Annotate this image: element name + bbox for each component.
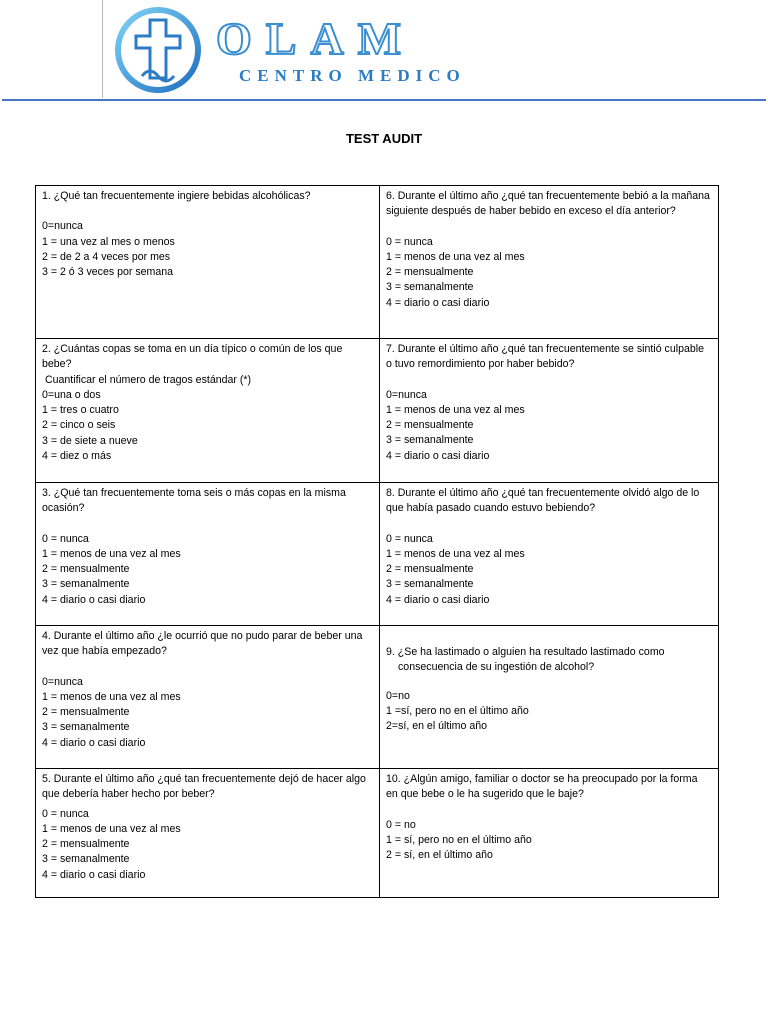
option: 0 = no — [386, 818, 416, 831]
option-list — [42, 388, 373, 464]
option-list — [42, 219, 373, 280]
option: 1 = menos de una vez al mes — [386, 547, 525, 560]
header-rule — [2, 99, 766, 101]
option: 1 = sí, pero no en el último año — [386, 833, 532, 846]
question-cell — [36, 339, 380, 483]
question-cell — [380, 626, 719, 769]
option: 2 = mensualmente — [386, 266, 474, 279]
option: 2 = mensualmente — [386, 563, 474, 576]
option-list — [386, 689, 712, 735]
document-header — [0, 0, 768, 104]
option: 3 = semanalmente — [42, 721, 130, 734]
question-cell — [36, 769, 380, 898]
option: 4 = diario o casi diario — [42, 593, 146, 606]
option: 4 = diario o casi diario — [42, 736, 146, 749]
option: 1 = menos de una vez al mes — [42, 690, 181, 703]
option-list — [386, 235, 712, 311]
table-row — [36, 186, 719, 339]
option: 0 = nunca — [42, 807, 89, 820]
option: 1 =sí, pero no en el último año — [386, 704, 529, 717]
option: 1 = menos de una vez al mes — [386, 403, 525, 416]
question-text: 2. ¿Cuántas copas se toma en un día típico o común de los que bebe? — [42, 343, 343, 371]
option: 3 = semanalmente — [386, 434, 474, 447]
table-row — [36, 339, 719, 483]
option: 3 = semanalmente — [386, 281, 474, 294]
option-list — [386, 532, 712, 608]
audit-table — [35, 185, 719, 898]
question-text: 5. Durante el último año ¿qué tan frecuentemente dejó de hacer algo que debería haber hecho por beber? — [42, 773, 366, 801]
option: 2 = sí, en el último año — [386, 849, 493, 862]
olam-logo — [106, 6, 606, 94]
question-cell — [380, 483, 719, 626]
option: 0=no — [386, 689, 410, 702]
option-list — [386, 818, 712, 864]
option: 2 = de 2 a 4 veces por mes — [42, 250, 171, 263]
question-cell — [380, 339, 719, 483]
question-text: 6. Durante el último año ¿qué tan frecuentemente bebió a la mañana siguiente después de haber bebido en exceso el día anterior? — [386, 190, 710, 218]
table-row — [36, 769, 719, 898]
option-list — [42, 807, 373, 883]
option: 1 = menos de una vez al mes — [42, 547, 181, 560]
question-text: 1. ¿Qué tan frecuentemente ingiere bebidas alcohólicas? — [42, 190, 311, 202]
option: 3 = semanalmente — [42, 853, 130, 866]
cross-logo-icon — [106, 6, 216, 94]
option: 2 = mensualmente — [42, 838, 130, 851]
question-text: 9. ¿Se ha lastimado o alguien ha resultado lastimado como — [386, 646, 665, 658]
option: 1 = una vez al mes o menos — [42, 235, 175, 248]
option: 0=nunca — [42, 675, 83, 688]
option: 3 = semanalmente — [42, 578, 130, 591]
option: 0 = nunca — [42, 532, 89, 545]
option: 0 = nunca — [386, 532, 433, 545]
question-text: 3. ¿Qué tan frecuentemente toma seis o más copas en la misma ocasión? — [42, 487, 346, 515]
question-note: Cuantificar el número de tragos estándar (*) — [42, 373, 252, 386]
option: 0=una o dos — [42, 388, 101, 401]
question-cell — [36, 186, 380, 339]
question-cell — [380, 186, 719, 339]
option: 3 = de siete a nueve — [42, 434, 138, 447]
table-row — [36, 483, 719, 626]
question-text: 7. Durante el último año ¿qué tan frecuentemente se sintió culpable o tuvo remordimiento por haber bebido? — [386, 343, 705, 371]
table-row — [36, 626, 719, 769]
option: 2=sí, en el último año — [386, 720, 487, 733]
option: 0=nunca — [386, 388, 427, 401]
option: 0 = nunca — [386, 235, 433, 248]
brand-name: OLAM — [216, 13, 416, 64]
option: 0=nunca — [42, 220, 83, 233]
brand-subtitle: CENTRO MEDICO — [239, 66, 466, 85]
question-text-continued: consecuencia de su ingestión de alcohol? — [398, 661, 595, 674]
option-list — [42, 532, 373, 608]
question-text: 4. Durante el último año ¿le ocurrió que no pudo parar de beber una vez que había empezado? — [42, 630, 363, 658]
question-text: 8. Durante el último año ¿qué tan frecuentemente olvidó algo de lo que había pasado cuando estuvo bebiendo? — [386, 487, 700, 515]
question-cell — [36, 626, 380, 769]
question-text: 10. ¿Algún amigo, familiar o doctor se ha preocupado por la forma en que bebe o le ha sugerido que le baje? — [386, 773, 698, 801]
option: 3 = semanalmente — [386, 578, 474, 591]
option: 2 = mensualmente — [42, 706, 130, 719]
option: 1 = menos de una vez al mes — [42, 822, 181, 835]
page-title: TEST AUDIT — [345, 131, 423, 146]
option: 4 = diario o casi diario — [386, 593, 490, 606]
option-list — [42, 675, 373, 751]
option: 1 = menos de una vez al mes — [386, 250, 525, 263]
option: 2 = mensualmente — [42, 563, 130, 576]
option-list — [386, 388, 712, 464]
option: 2 = mensualmente — [386, 419, 474, 432]
question-cell — [36, 483, 380, 626]
option: 4 = diario o casi diario — [42, 868, 146, 881]
option: 1 = tres o cuatro — [42, 404, 119, 417]
option: 4 = diario o casi diario — [386, 296, 490, 309]
option: 4 = diez o más — [42, 450, 112, 463]
option: 3 = 2 ó 3 veces por semana — [42, 266, 174, 279]
header-divider — [102, 0, 103, 98]
question-cell — [380, 769, 719, 898]
option: 2 = cinco o seis — [42, 419, 116, 432]
option: 4 = diario o casi diario — [386, 449, 490, 462]
